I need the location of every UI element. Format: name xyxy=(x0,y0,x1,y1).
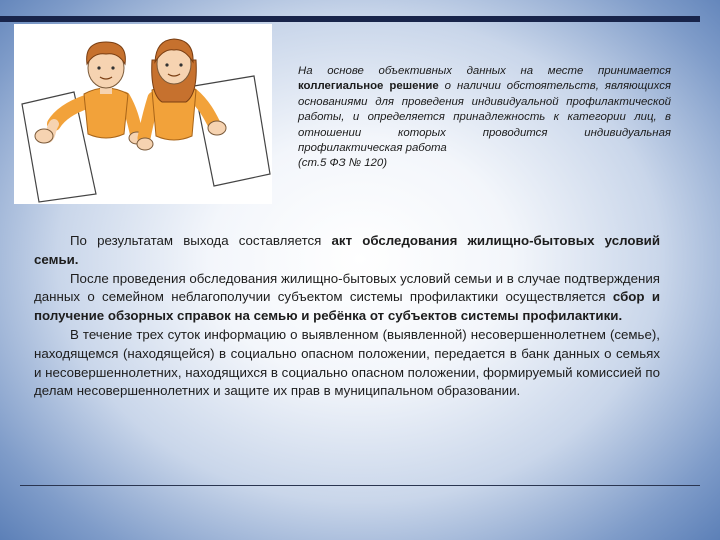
illustration-panel xyxy=(14,24,272,204)
paragraph-act-text: По результатам выхода составляется xyxy=(70,233,332,248)
two-people-pointing-illustration xyxy=(14,24,272,204)
paragraph-survey-text: После проведения обследования жилищно-бытовых условий семьи и в случае подтверждения данных о семейном неблагополучии субъектом системы профилактики осуществляется xyxy=(34,270,660,305)
lead-paragraph xyxy=(298,64,671,172)
left-person xyxy=(35,42,145,144)
paragraph-survey-bold: сбор и получение обзорных справок на семью и ребёнка от субъектов системы профилактики. xyxy=(34,289,661,324)
lead-text-start: На основе объективных данных на месте принимается xyxy=(298,65,671,77)
paragraph-act-bold: акт обследования жилищно-бытовых условий семьи. xyxy=(34,233,661,267)
right-paper xyxy=(194,76,270,186)
lead-text-end: о наличии обстоятельств, являющихся основаниями для проведения индивидуальной профилактической работы, и определяется принадлежность к категории лиц, в отношении которых проводится индивидуальная профилактическая работа xyxy=(298,80,671,155)
bottom-divider xyxy=(20,485,700,486)
paragraph-databank: В течение трех суток информацию о выявленном (выявленной) несовершеннолетнем (семье), находящемся (находящейся) в социально опасном положении, передается в банк данных о семьях и несовершеннолетних, находящихся в социально опасном положении, формируемый комиссией по делам несовершеннолетних и защите их прав в муниципальном образовании. xyxy=(34,326,661,399)
lead-bold-term: коллегиальное решение xyxy=(298,80,439,93)
main-text xyxy=(34,232,660,401)
paragraph-survey xyxy=(34,270,660,326)
top-bar xyxy=(0,16,700,22)
paragraph-act xyxy=(34,232,660,270)
lead-source-reference: (ст.5 ФЗ № 120) xyxy=(298,157,388,170)
